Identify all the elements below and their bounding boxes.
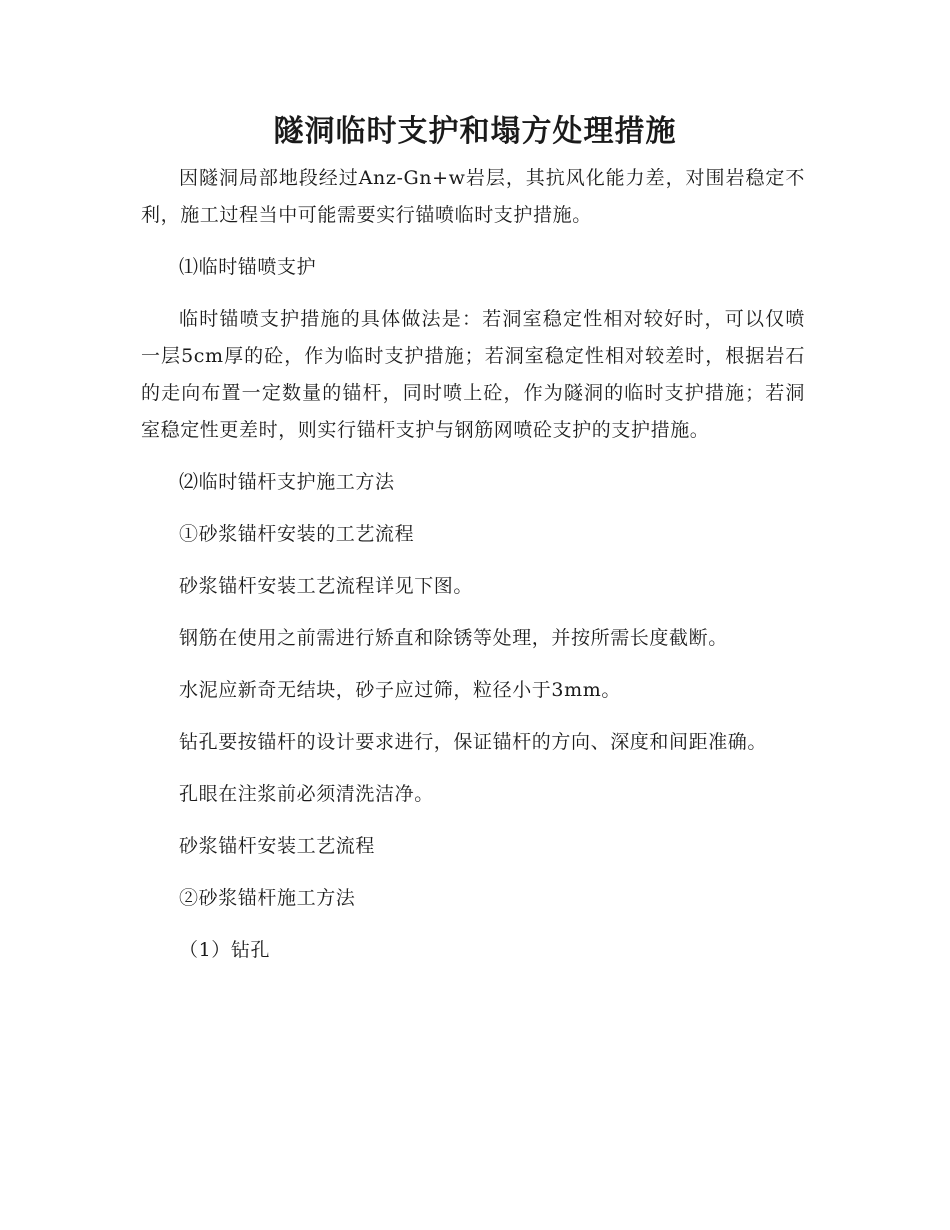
paragraph-intro: 因隧洞局部地段经过Anz-Gn+w岩层，其抗风化能力差，对围岩稳定不利，施工过程当中可能需要实行锚喷临时支护措施。 xyxy=(141,167,805,226)
paragraph-cement-sand: 水泥应新奇无结块，砂子应过筛，粒径小于3mm。 xyxy=(179,679,621,701)
section-heading-anchor-spray: ⑴临时锚喷支护 xyxy=(179,256,317,278)
page-title: 隧洞临时支护和塌方处理措施 xyxy=(273,114,677,149)
paragraph-rebar-prep: 钢筋在使用之前需进行矫直和除锈等处理，并按所需长度截断。 xyxy=(179,627,728,649)
figure-caption-process-flow: 砂浆锚杆安装工艺流程 xyxy=(179,835,376,857)
document-body xyxy=(141,160,805,984)
subheading-process-flow: ①砂浆锚杆安装的工艺流程 xyxy=(179,523,415,545)
paragraph-hole-cleaning: 孔眼在注浆前必须清洗洁净。 xyxy=(179,783,434,805)
item-drilling: （1）钻孔 xyxy=(179,939,271,961)
subheading-construction-method: ②砂浆锚杆施工方法 xyxy=(179,887,356,909)
section-heading-anchor-bolt: ⑵临时锚杆支护施工方法 xyxy=(179,471,395,493)
paragraph-drilling-requirement: 钻孔要按锚杆的设计要求进行，保证锚杆的方向、深度和间距准确。 xyxy=(179,731,768,753)
paragraph-anchor-spray-method: 临时锚喷支护措施的具体做法是：若洞室稳定性相对较好时，可以仅喷一层5cm厚的砼，作为临时支护措施；若洞室稳定性相对较差时，根据岩石的走向布置一定数量的锚杆，同时喷上砼，作为隧洞的临时支护措施；若洞室稳定性更差时，则实行锚杆支护与钢筋网喷砼支护的支护措施。 xyxy=(141,308,805,441)
paragraph-flow-reference: 砂浆锚杆安装工艺流程详见下图。 xyxy=(179,575,474,597)
